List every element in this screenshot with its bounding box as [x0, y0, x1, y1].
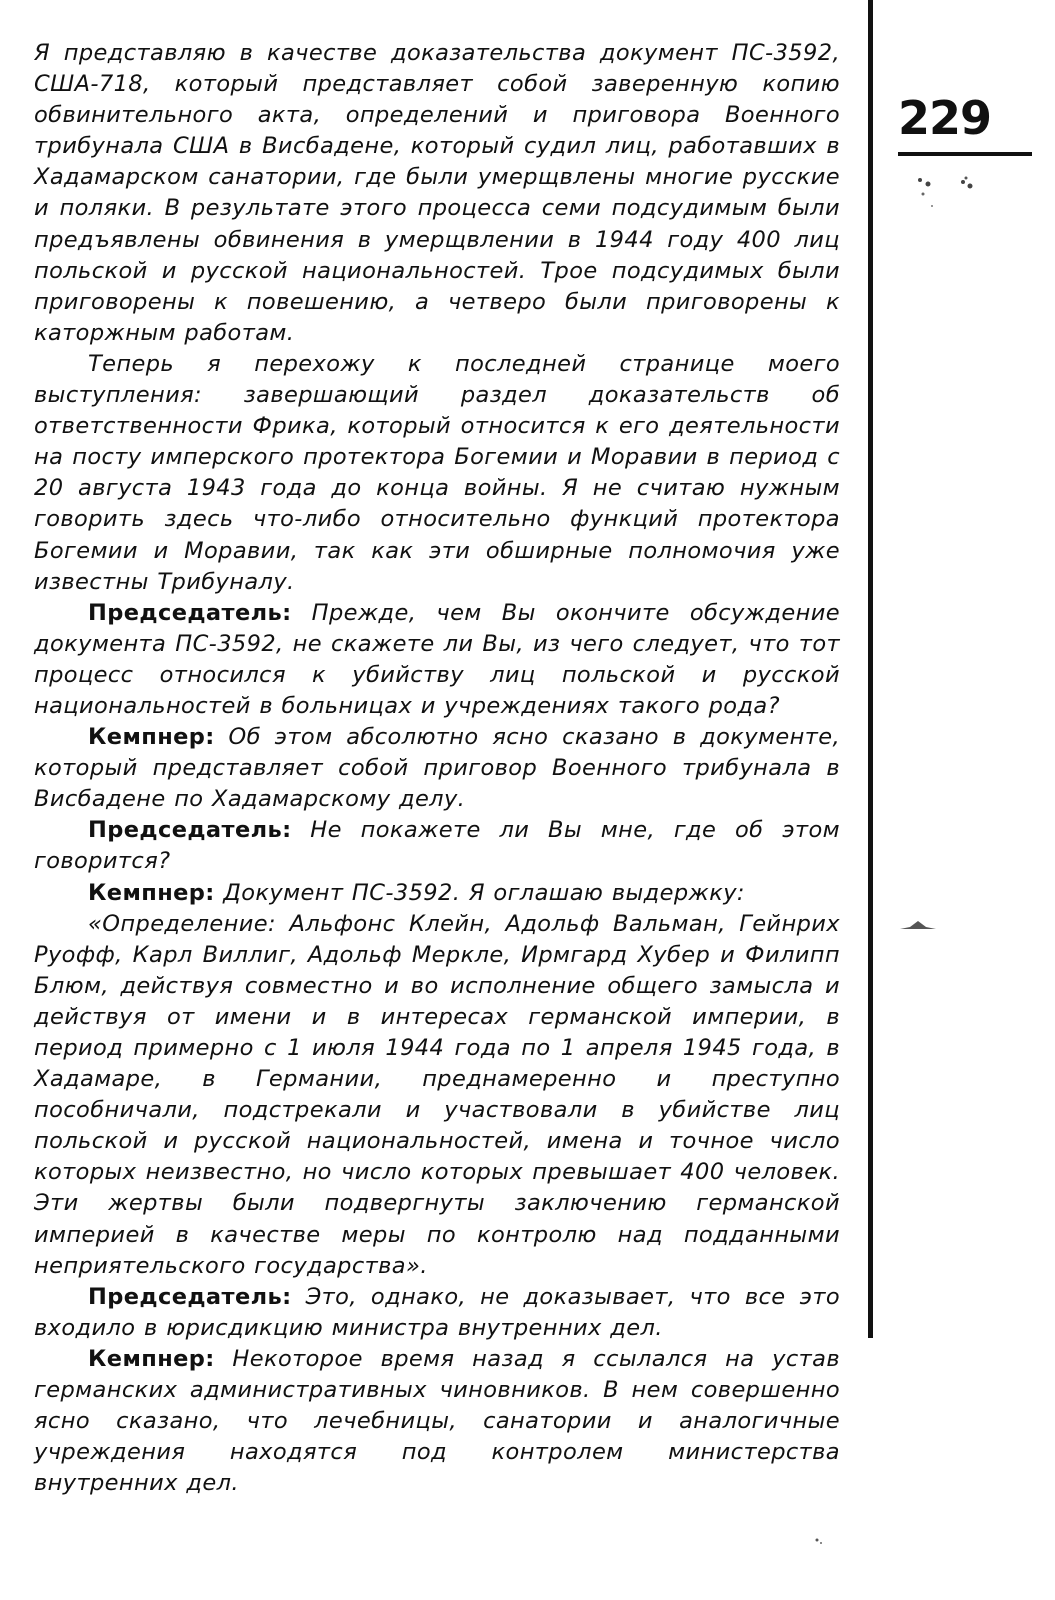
paragraph-text: Об этом абсолютно ясно сказано в документе, который представляет собой приговор Военного трибунала в Висбадене по Хадамарскому делу. [34, 724, 840, 813]
paragraph [34, 909, 840, 1282]
speaker-label: Председатель: [88, 1283, 292, 1310]
speaker-label: Кемпнер: [88, 1345, 215, 1372]
main-text-column [34, 38, 840, 1499]
page-number: 229 [898, 91, 992, 145]
paragraph-text: Не покажете ли Вы мне, где об этом говорится? [34, 817, 840, 875]
paragraph [34, 38, 840, 349]
margin-vertical-rule [868, 0, 873, 1338]
paragraph-text: Документ ПС-3592. Я оглашаю выдержку: [223, 879, 745, 906]
speaker-label: Кемпнер: [88, 724, 215, 751]
paragraph [34, 878, 840, 909]
paragraph-text: Теперь я перехожу к последней странице моего выступления: завершающий раздел доказательств об ответственности Фрика, который относится к его деятельности на посту имперского протектора Богемии и Моравии в период с 20 августа 1943 года до конца войны. Я не считаю нужным говорить здесь что-либо относительно функций протектора Богемии и Моравии, так как эти обширные полномочия уже известны Трибуналу. [34, 350, 840, 595]
paragraph-text: Некоторое время назад я ссылался на устав германских административных чиновников. В нем совершенно ясно сказано, что лечебницы, санатории и аналогичные учреждения находятся под контролем министерства внутренних дел. [34, 1345, 840, 1497]
paragraph [34, 598, 840, 722]
paragraph [34, 1282, 840, 1344]
paragraph [34, 815, 840, 877]
paragraph [34, 349, 840, 598]
page-number-underline [898, 152, 1032, 156]
paragraph [34, 1344, 840, 1499]
scan-speckle-mark [812, 1534, 826, 1548]
paragraph-text: «Определение: Альфонс Клейн, Адольф Вальман, Гейнрих Руофф, Карл Виллиг, Адольф Меркле, Ирмгард Хубер и Филипп Блюм, действуя совместно и во исполнение общего замысла и действуя от имени и в интересах германской империи, в период примерно с 1 июля 1944 года по 1 апреля 1945 года, в Хадамаре, в Германии, преднамеренно и преступно пособничали, подстрекали и участвовали в убийстве лиц польской и русской национальностей, имена и точное число которых неизвестно, но число которых превышает 400 человек. Эти жертвы были подвергнуты заключению германской империей в качестве меры по контролю над подданными неприятельского государства». [34, 910, 840, 1279]
paragraph [34, 722, 840, 815]
scan-speckle-mark [896, 915, 940, 935]
scan-speckle-mark [908, 170, 988, 220]
speaker-label: Председатель: [88, 599, 292, 626]
paragraph-text: Прежде, чем Вы окончите обсуждение документа ПС-3592, не скажете ли Вы, из чего следует, что тот процесс относился к убийству лиц польской и русской национальностей в больницах и учреждениях такого рода? [34, 599, 840, 719]
speaker-label: Председатель: [88, 817, 292, 844]
speaker-label: Кемпнер: [88, 879, 215, 906]
paragraph-text: Это, однако, не доказывает, что все это входило в юрисдикцию министра внутренних дел. [34, 1283, 840, 1341]
paragraph-text: Я представляю в качестве доказательства документ ПС-3592, США-718, который представляет собой заверенную копию обвинительного акта, определений и приговора Военного трибунала США в Висбадене, который судил лиц, работавших в Хадамарском санатории, где были умерщвлены многие русские и поляки. В результате этого процесса семи подсудимым были предъявлены обвинения в умерщвлении в 1944 году 400 лиц польской и русской национальностей. Трое подсудимых были приговорены к повешению, а четверо были приговорены к каторжным работам. [34, 40, 840, 346]
